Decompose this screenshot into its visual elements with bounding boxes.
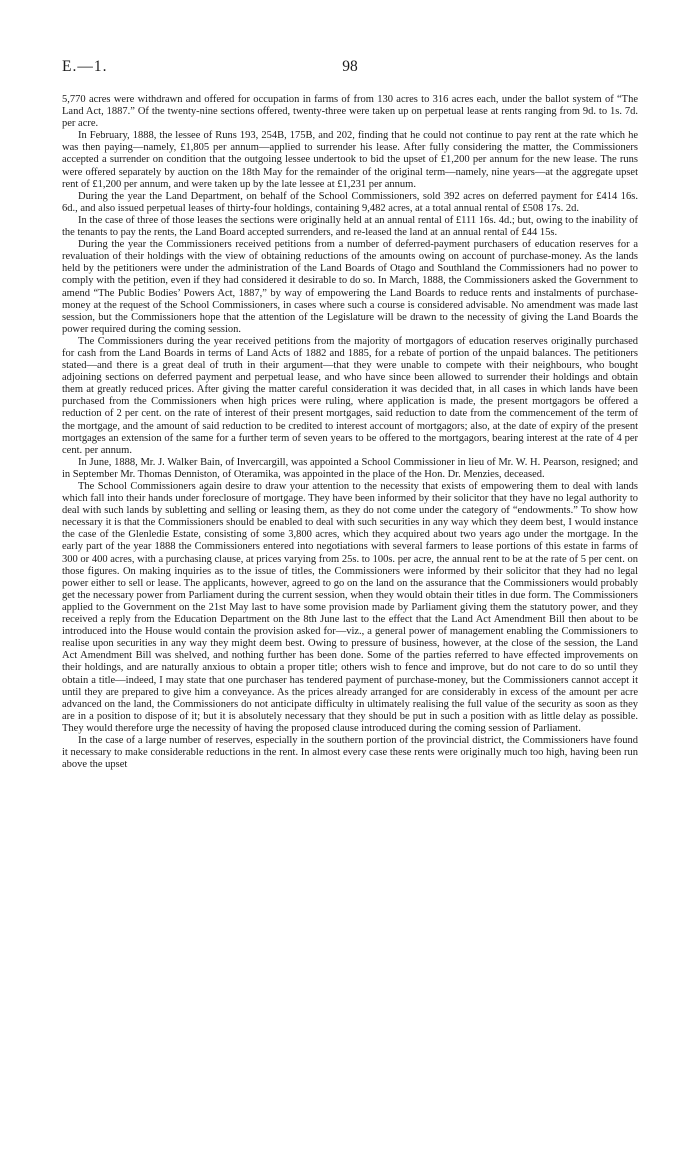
paper-reference: E.—1. xyxy=(62,58,108,75)
paragraph-lease-rentals: In the case of three of those leases the sections were originally held at an annual rental of £111 16s. 4d.; but, owing to the inability of the tenants to pay the rents, the Land Board accepted surrenders, and re-leased the land at an annual rental of £44 15s. xyxy=(62,214,638,239)
paragraph-ballot-sections: 5,770 acres were withdrawn and offered for occupation in farms of from 130 acres to 316 acres each, under the ballot system of “The Land Act, 1887.” Of the twenty-nine sections offered, twenty-three were taken up on perpetual lease at rents ranging from 9d. to 1s. 7d. per acre. xyxy=(62,94,638,130)
paragraph-commissioner-appointments: In June, 1888, Mr. J. Walker Bain, of Invercargill, was appointed a School Commissioner in lieu of Mr. W. H. Pearson, resigned; and in September Mr. Thomas Denniston, of Oteramika, was appointed in the place of the Hon. Dr. Menzies, deceased. xyxy=(62,456,638,480)
page-number: 98 xyxy=(342,58,358,75)
paragraph-runs-surrender: In February, 1888, the lessee of Runs 193, 254B, 175B, and 202, finding that he could not continue to pay rent at the rate which he was then paying—namely, £1,805 per annum—applied to surrender his lease. After fully considering the matter, the Commissioners accepted a surrender on condition that the outgoing lessee undertook to bid the upset of £1,200 per annum for the new lease. The runs were offered separately by auction on the 18th May for the remainder of the original term—namely, nine years—at the aggregate upset rent of £1,200 per annum, and were taken up by the late lessee at £1,231 per annum. xyxy=(62,130,638,190)
paragraph-foreclosure-powers: The School Commissioners again desire to draw your attention to the necessity that exists of empowering them to deal with lands which fall into their hands under foreclosure of mortgage. They have been informed by their solicitor that they have no legal authority to deal with such lands by subletting and selling or leasing them, as they do not come under the category of “endowments.” To show how necessary it is that the Commissioners should be enabled to deal with such securities in any way which they deem best, I would instance the case of the Glenledie Estate, consisting of some 3,800 acres, which they acquired about two years ago under the mortgage. In the early part of the year 1888 the Commissioners entered into negotiations with several farmers to lease portions of this estate in farms of 300 or 400 acres, with a purchasing clause, at prices varying from 25s. to 100s. per acre, the annual rent to be at the rate of 5 per cent. on those figures. On making inquiries as to the issue of titles, the Commissioners were informed by their solicitor that they had no legal power either to sell or lease. The applicants, however, agreed to go on the land on the assurance that the Commissioners would probably get the necessary power from Parliament during the current session, when they would obtain their titles in due form. The Commissioners applied to the Government on the 21st May last to have some provision made by Parliament giving them the statutory power, and they received a reply from the Education Department on the 8th June last to the effect that the Land Act Amendment Bill then about to be introduced into the House would contain the provision asked for—viz., a general power of management enabling the Commissioners to realise upon securities in any way they might deem best. Owing to pressure of business, however, at the close of the session, the Land Act Amendment Bill was shelved, and nothing further has been done. Some of the parties referred to have effected improvements on their holdings, and are naturally anxious to obtain a proper title; others wish to fence and improve, but do not care to do so until they obtain a title—indeed, I may state that one purchaser has tendered payment of purchase-money, but the Commissioners cannot accept it until they are prepared to give him a conveyance. As the prices already arranged for are considerably in excess of the amount per acre advanced on the land, the Commissioners do not anticipate difficulty in ultimately realising the full value of the security as soon as they are in a position to dispose of it; but it is absolutely necessary that they should be put in such a position with as little delay as possible. They would therefore urge the necessity of having the proposed clause introduced during the coming session of Parliament. xyxy=(62,481,638,734)
paragraph-deferred-payment-petitions: During the year the Commissioners received petitions from a number of deferred-payment purchasers of education reserves for a revaluation of their holdings with the view of obtaining reductions of the amounts owing on account of purchase-money. As the lands held by the petitioners were under the administration of the Land Boards of Otago and Southland the Commissioners had no power to comply with the petition, even if they had considered it desirable to do so. In March, 1888, the Commissioners asked the Government to amend “The Public Bodies’ Powers Act, 1887,” by way of empowering the Land Boards to reduce rents and instalments of purchase-money at the request of the School Commissioners, in cases where such a course is considered advisable. No amendment was made last session, but the Commissioners hope that the attention of the Legislature will be drawn to the necessity of giving the Land Boards the power required during the coming session. xyxy=(62,239,638,335)
body-text xyxy=(62,94,638,771)
paragraph-mortgagor-petitions: The Commissioners during the year received petitions from the majority of mortgagors of education reserves originally purchased for cash from the Land Boards in terms of Land Acts of 1882 and 1885, for a rebate of portion of the unpaid balances. The petitioners stated—and there is a great deal of truth in their argument—that they were unable to compete with their neighbours, who bought adjoining sections on deferred payment and perpetual lease, and who have since been allowed to surrender their holdings and obtain them at greatly reduced prices. After giving the matter careful consideration it was decided that, in all cases in which lands have been purchased from the Commissioners when high prices were ruling, where application is made, the present mortgagors be offered a reduction of 2 per cent. on the rate of interest of their present mortgages, said reduction to date from the commencement of the term of the mortgage, and the amount of said reduction to be credited to interest account of mortgagors; also, at the date of expiry of the present mortgages an extension of the same for a further term of seven years to be offered to the mortgagors, bearing interest at the rate of 4 per cent. per annum. xyxy=(62,335,638,456)
paragraph-rent-reductions: In the case of a large number of reserves, especially in the southern portion of the provincial district, the Commissioners have found it necessary to make considerable reductions in the rent. In almost every case these rents were originally much too high, having been run above the upset xyxy=(62,734,638,771)
running-head xyxy=(62,58,638,80)
paragraph-land-department-sales: During the year the Land Department, on behalf of the School Commissioners, sold 392 acres on deferred payment for £414 16s. 6d., and also issued perpetual leases of thirty-four holdings, containing 9,482 acres, at a total annual rental of £508 17s. 2d. xyxy=(62,190,638,214)
